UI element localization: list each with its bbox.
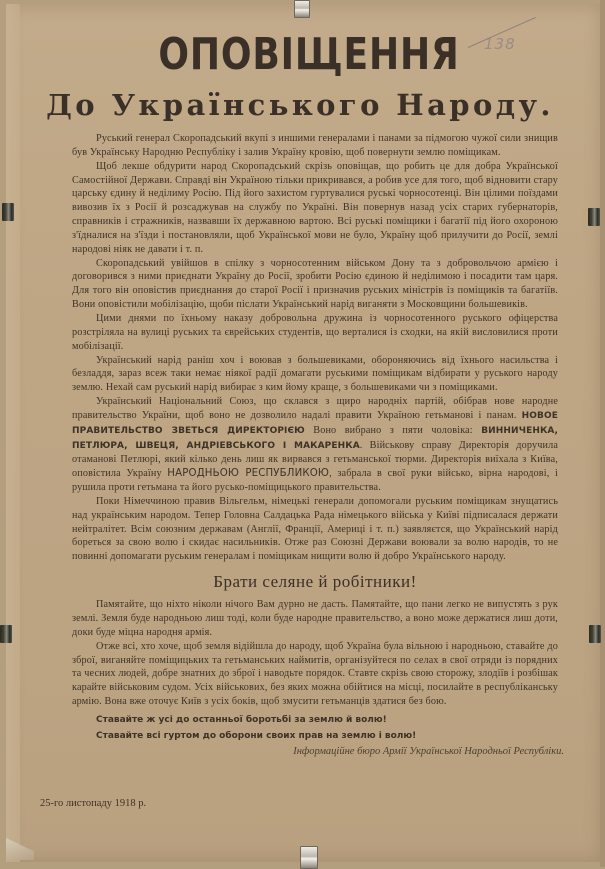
paragraph-text: Український Національний Союз, що склався з щиро народніх партій, обібрав нове народне правительство України, щоб воно не дозволило надалі правити Україною гетьманові і панам. [72, 396, 558, 421]
signature: Інформаційне бюро Армії Української Народньої Республіки. [293, 745, 564, 757]
left-clip-lower [0, 625, 12, 643]
top-clip [294, 0, 310, 18]
pencil-number: 138 [484, 35, 516, 53]
paragraph-text: Воно вибрано з пяти чоловіка: [304, 424, 482, 436]
paragraph [72, 640, 558, 709]
right-clip-lower [589, 625, 601, 643]
poster-date: 25-го листопаду 1918 р. [40, 798, 147, 809]
paragraph [72, 395, 558, 495]
call-to-arms-2: Ставайте всі гуртом до оборони своих прав на землю і волю! [96, 730, 417, 741]
paragraph-text: . Військову справу Директорія доручила отаманові Петлюрі, який кілько день лиш як вирвався з гетьманської тюрми. Директорія виїхала з Київа, оповістила Україну [72, 439, 558, 480]
emphasis-text: ВИННИЧЕНКА, ПЕТЛЮРА, ШВЕЦЯ, АНДРІЕВСЬКОГО І МАКАРЕНКА [72, 425, 558, 451]
paragraph [72, 257, 558, 312]
body-paragraphs [72, 132, 558, 564]
sheet-left-edge [6, 4, 20, 862]
paragraph-text: , забрала в свої руки військо, вірна народові, і рушила проти гетьмана та його русько-поміщицького правительства. [72, 468, 558, 494]
paragraph-text: Український нарід раніш хоч і воював з большевиками, обороняючись від їхнього насильства і безладдя, зараз всеж таки немає ніякої радії домагати руськими поміщикам відбирати у руського народу землю. Нехай сам руський нарід вибирає з ким йому краще, з большевиками чи з поміщиками. [72, 354, 558, 394]
call-to-arms-1: Ставайте ж усі до останньої боротьбі за землю й волю! [96, 714, 387, 725]
paragraph-text: Щоб лекше обдурити народ Скоропадський скрізь оповіщав, що робить це для добра Української Самостійної Держави. Справді він Україною тільки прикривався, а робив усе для того, щоб відновити стару царську єдину й неділиму Росію. Під його захистом гуртувалися руські чорносотенці. Він цілими поїздами вивозив їх з Росії й розсаджував на службу по Україні. Він повернув назад усіх старих губернаторів, справників і стражників, назвавши їх державною вартою. Всі руські поміщики і багатії під його охороною з'їдналися на з'їзди і постановляли, щоб Української мови не було, Україну щоб прилучити до Росії, землі народові ніяк не давати і т. п. [72, 160, 558, 255]
frame-right-edge [600, 0, 605, 867]
poster-content [46, 29, 564, 757]
paragraph-text: Скоропадський увійшов в спілку з чорносотенним військом Дону та з добровольчою армією і договорився з ними приєднати Україну до Росії, зробити Росію єдиною й неділимою і посадити там царя. Для того він оповістив приєднання до старої Росії і призначив руських міністрів із поміщиків та багатіїв. Вони оповістили мобілізацію, щоби післати Український нарід виганяти з Московщини большевиків. [72, 257, 558, 311]
paragraph-text: Руський генерал Скоропадський вкупі з иншими генералами і панами за підмогою чужої сили знищив був Українську Народню Республіку і залив Україну кровію, щоб повернути землю поміщикам. [72, 133, 558, 158]
paragraph-text: Памятайте, що ніхто ніколи нічого Вам дурно не дасть. Памятайте, що пани легко не випустять з рук землі. Земля буде народньою лиш тоді, коли буде народне правительство, а воно може держатися лиш доти, доки буде міцна народня армія. [72, 599, 558, 638]
paragraph [72, 132, 558, 160]
paragraph [72, 598, 558, 640]
paragraph [72, 495, 558, 564]
right-clip-upper [588, 208, 600, 226]
bottom-clip [300, 846, 318, 869]
paragraph [72, 312, 558, 354]
paragraph-text: Цими днями по їхньому наказу добровольна дружина із чорносотенного руського офіцерства розстріляла на вулиці руських та єврейських студентів, що верталися із сходки, на якій висловилися проти мобілізації. [72, 312, 558, 352]
paragraph-text: Отже всі, хто хоче, щоб земля відійшла до народу, щоб Україна була вільною і народньою, ставайте до зброї, виганяйте поміщицьких та гетьманських наймитів, організуйтеся по селах в свої отряди із порядних та чесних людей, добре знатних до зброї і наводьте порядок. Ставте скрізь свою сторожу, злодіїв і розбішак карайте військовим судом. Усіх військових, без яких можна обійтися на місці, посилайте в республіканську армію. Вона вже оточує Київ з усіх боків, щоб змусити гетьманців здатися без бою. [72, 640, 558, 708]
section-heading: Брати селяне й робітники! [213, 572, 417, 592]
paragraph-text: Поки Німеччиною правив Вільгельм, німецькі генерали допомогали руським поміщикам знущатись над українським народом. Тепер Головна Салдацька Рада німецького війська у Київі підписалася держати нейтралітет. Всім союзним державам (Англії, Франції, Америці і т. п.) заявляєтся, що Український нарід бореться за свою волю і скидає насильників. Отже раз Союзні Держави воювали за волю народів, то не повинні допомагати руським генералам і поміщикам нищити волю й добро Українського народу. [72, 495, 558, 563]
caps-text: НАРОДНЬОЮ РЕСПУБЛИКОЮ [167, 468, 330, 480]
paragraph [72, 354, 558, 396]
poster-subtitle: До Українського Народу. [46, 88, 554, 122]
paragraph [72, 160, 558, 257]
poster-title: ОПОВІЩЕННЯ [158, 29, 460, 80]
appeal-paragraphs [72, 598, 558, 709]
left-clip-upper [2, 203, 14, 221]
emphasis-text: НОВОЕ ПРАВИТЕЛЬСТВО ЗВЕТЬСЯ ДИРЕКТОРІЄЮ [72, 410, 558, 436]
